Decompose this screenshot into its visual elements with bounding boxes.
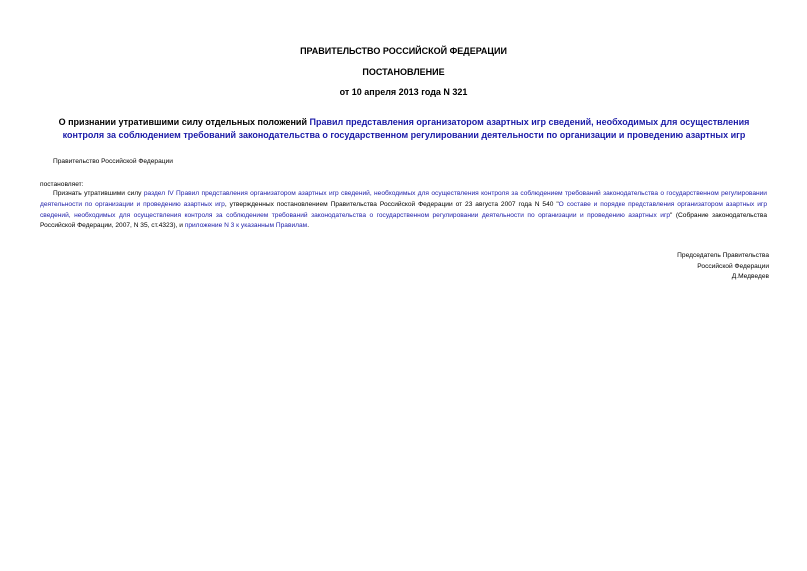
document-type-heading: ПОСТАНОВЛЕНИЕ xyxy=(362,67,445,77)
signature-block xyxy=(677,251,769,283)
title-rules-link[interactable]: Правил представления организатором азартных игр сведений, необходимых для осуществления контроля за соблюдением требований законодательства о государственном регулировании деятельности по организации и проведению азартных игр xyxy=(62,117,750,140)
decree-540-link[interactable]: О составе и порядке представления организатором азартных игр сведений, необходимых для осуществления контроля за соблюдением требований законодательства о государственном регулировании деятельности по организации и проведению азартных игр xyxy=(40,200,767,219)
section-iv-link[interactable]: раздел IV xyxy=(143,190,174,197)
document-date-number: от 10 апреля 2013 года N 321 xyxy=(339,87,468,97)
rules-link[interactable]: Правил представления организатором азартных игр сведений, необходимых для осуществления контроля за соблюдением требований законодательства о государственном регулировании деятельности по организации и проведению азартных игр xyxy=(40,190,767,208)
body-paragraph xyxy=(40,189,767,232)
body-text-5: . xyxy=(307,222,310,230)
title-plain-text: О признании утратившими силу отдельных положений xyxy=(58,117,310,127)
issuer-text: Правительство Российской Федерации xyxy=(53,158,173,165)
body-text-1: Признать утратившими силу xyxy=(53,190,144,197)
appendix-3-link[interactable]: приложение N 3 к указанным Правилам xyxy=(184,222,308,230)
body-text-4: " (Собрание законодательства Российской Федерации, 2007, N 35, ст.4323), и xyxy=(40,211,767,230)
document-title xyxy=(40,116,768,142)
decides-text: постановляет: xyxy=(40,181,84,188)
government-heading: ПРАВИТЕЛЬСТВО РОССИЙСКОЙ ФЕДЕРАЦИИ xyxy=(300,46,507,56)
signature-position-line2: Российской Федерации xyxy=(697,262,769,270)
signature-position-line1: Председатель Правительства xyxy=(677,252,769,259)
body-text-3: , утвержденных постановлением Правительства Российской Федерации от 23 августа 2007 года N 540 " xyxy=(224,200,559,208)
signature-name: Д.Медведев xyxy=(731,273,769,280)
